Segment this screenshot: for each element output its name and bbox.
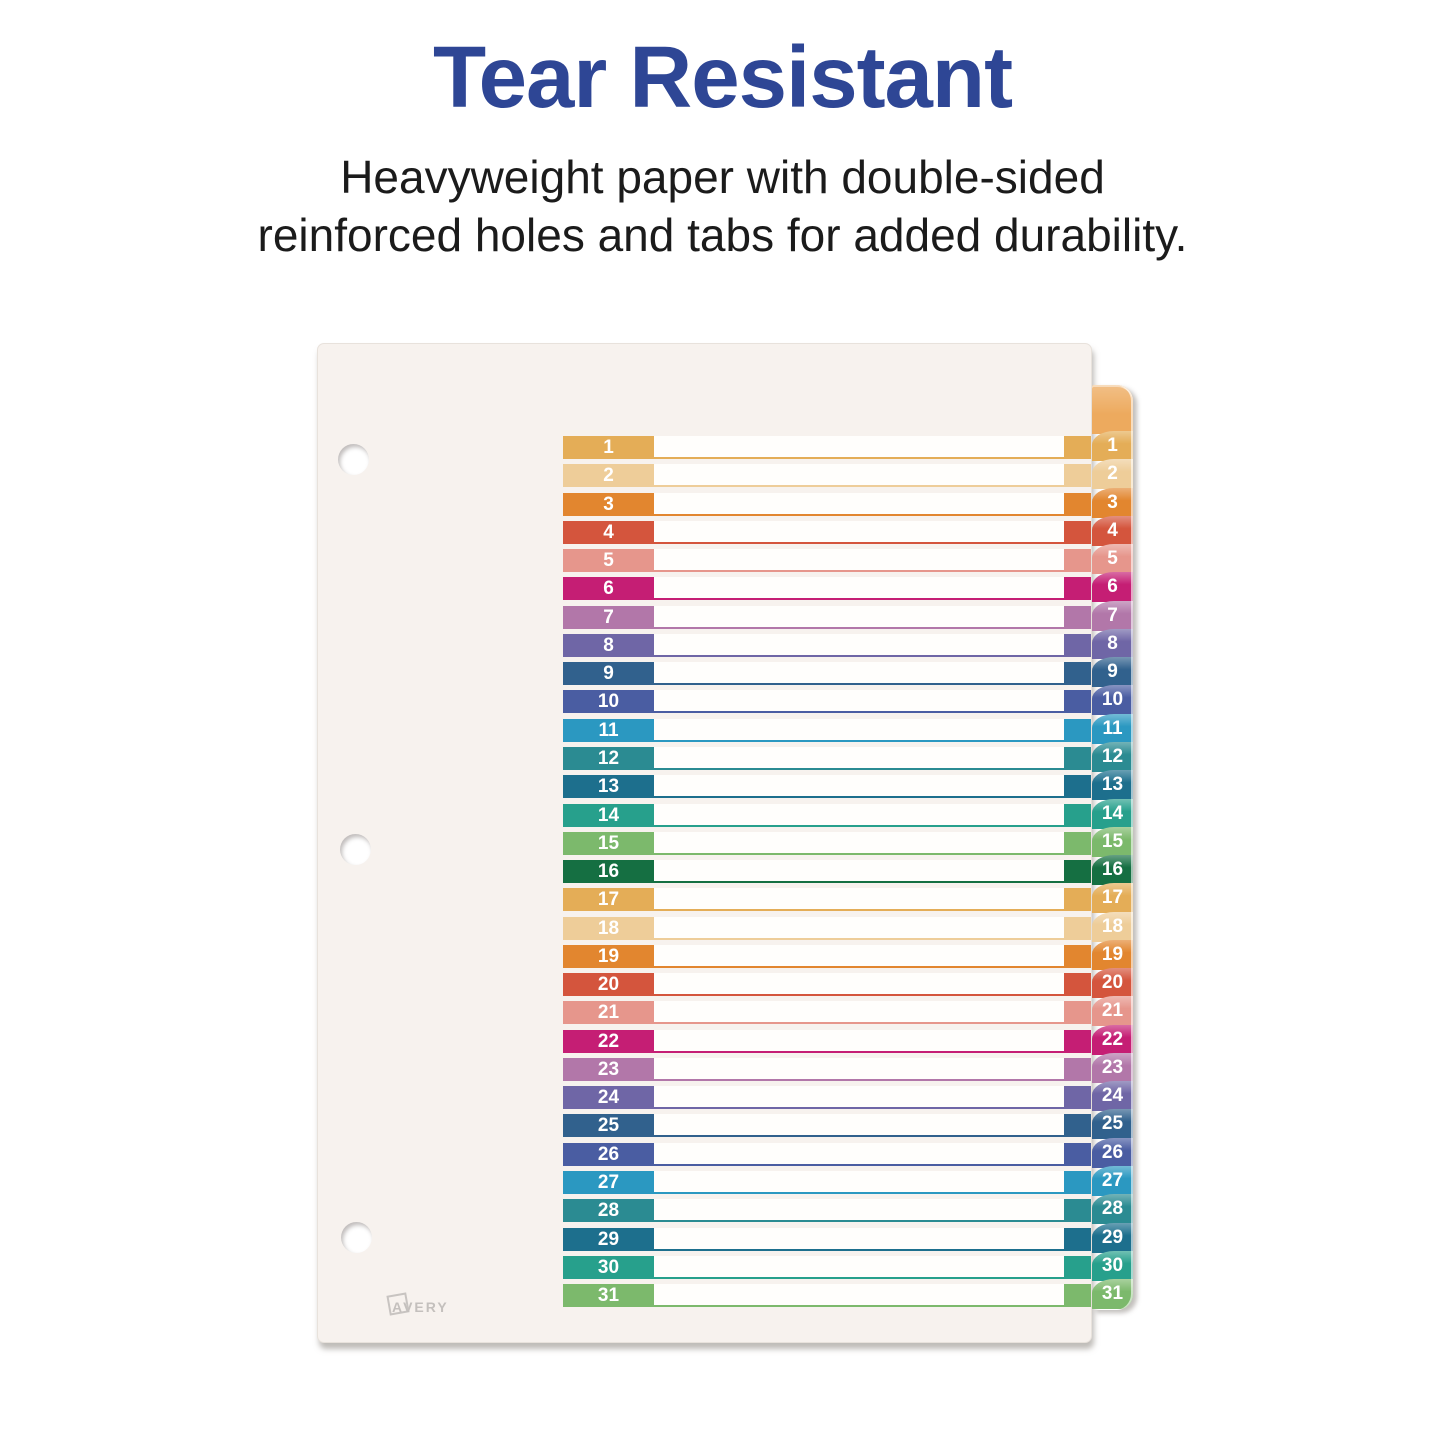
row-writing-line: [654, 662, 1064, 685]
row-end-cell: [1064, 1228, 1092, 1251]
row-number-cell: 18: [563, 917, 654, 940]
avery-logo: [392, 1299, 449, 1315]
index-tab: 5: [1092, 544, 1133, 574]
row-end-cell: [1064, 493, 1092, 516]
divider-sheet: [317, 343, 1092, 1343]
toc-row: [318, 860, 1091, 883]
toc-row: [318, 1001, 1091, 1024]
row-writing-line: [654, 634, 1064, 657]
toc-row: [318, 775, 1091, 798]
row-end-cell: [1064, 436, 1092, 459]
row-number-cell: 24: [563, 1086, 654, 1109]
row-writing-line: [654, 577, 1064, 600]
index-tab: 3: [1092, 488, 1133, 518]
index-tab: 29: [1092, 1223, 1133, 1253]
index-tab: 8: [1092, 629, 1133, 659]
subtitle-line-2: reinforced holes and tabs for added durability.: [257, 209, 1188, 261]
toc-row: [318, 690, 1091, 713]
row-number-cell: 28: [563, 1199, 654, 1222]
row-end-cell: [1064, 917, 1092, 940]
subtitle: [0, 148, 1445, 264]
row-end-cell: [1064, 888, 1092, 911]
index-tab: 11: [1092, 714, 1133, 744]
toc-row: [318, 549, 1091, 572]
toc-row: [318, 662, 1091, 685]
row-end-cell: [1064, 860, 1092, 883]
toc-row: [318, 973, 1091, 996]
row-writing-line: [654, 521, 1064, 544]
row-end-cell: [1064, 1001, 1092, 1024]
index-tab: 12: [1092, 742, 1133, 772]
row-end-cell: [1064, 1114, 1092, 1137]
row-number-cell: 14: [563, 804, 654, 827]
row-writing-line: [654, 1199, 1064, 1222]
row-writing-line: [654, 436, 1064, 459]
index-tab: 16: [1092, 855, 1133, 885]
row-writing-line: [654, 1143, 1064, 1166]
row-end-cell: [1064, 747, 1092, 770]
row-end-cell: [1064, 1284, 1092, 1307]
row-number-cell: 5: [563, 549, 654, 572]
row-writing-line: [654, 832, 1064, 855]
row-number-cell: 20: [563, 973, 654, 996]
index-tab: 15: [1092, 827, 1133, 857]
toc-row: [318, 1171, 1091, 1194]
toc-row: [318, 747, 1091, 770]
subtitle-line-1: Heavyweight paper with double-sided: [340, 151, 1105, 203]
index-tab: 27: [1092, 1166, 1133, 1196]
row-writing-line: [654, 1284, 1064, 1307]
row-number-cell: 8: [563, 634, 654, 657]
row-end-cell: [1064, 577, 1092, 600]
row-end-cell: [1064, 945, 1092, 968]
row-writing-line: [654, 945, 1064, 968]
tab-bank: [1092, 385, 1133, 1310]
avery-logo-text: AVERY: [392, 1299, 449, 1315]
row-writing-line: [654, 606, 1064, 629]
toc-row: [318, 1058, 1091, 1081]
index-tab: 22: [1092, 1025, 1133, 1055]
page-title: Tear Resistant: [432, 29, 1013, 126]
row-writing-line: [654, 493, 1064, 516]
row-writing-line: [654, 1001, 1064, 1024]
row-number-cell: 1: [563, 436, 654, 459]
row-end-cell: [1064, 775, 1092, 798]
toc-row: [318, 832, 1091, 855]
index-tab: 25: [1092, 1109, 1133, 1139]
row-end-cell: [1064, 1030, 1092, 1053]
row-writing-line: [654, 747, 1064, 770]
toc-row: [318, 1256, 1091, 1279]
toc-row: [318, 493, 1091, 516]
row-end-cell: [1064, 549, 1092, 572]
row-number-cell: 7: [563, 606, 654, 629]
index-tab: 9: [1092, 657, 1133, 687]
row-number-cell: 29: [563, 1228, 654, 1251]
row-writing-line: [654, 1086, 1064, 1109]
index-tab: 13: [1092, 770, 1133, 800]
toc-row: [318, 577, 1091, 600]
row-number-cell: 12: [563, 747, 654, 770]
row-writing-line: [654, 973, 1064, 996]
index-tab: 19: [1092, 940, 1133, 970]
row-number-cell: 6: [563, 577, 654, 600]
index-tab: 24: [1092, 1081, 1133, 1111]
index-tab: 17: [1092, 883, 1133, 913]
row-end-cell: [1064, 1058, 1092, 1081]
row-number-cell: 25: [563, 1114, 654, 1137]
row-writing-line: [654, 1171, 1064, 1194]
index-tab: 6: [1092, 572, 1133, 602]
row-writing-line: [654, 1030, 1064, 1053]
index-tab: 14: [1092, 799, 1133, 829]
row-end-cell: [1064, 719, 1092, 742]
row-end-cell: [1064, 662, 1092, 685]
row-end-cell: [1064, 521, 1092, 544]
index-tab: 28: [1092, 1194, 1133, 1224]
row-number-cell: 15: [563, 832, 654, 855]
row-number-cell: 31: [563, 1284, 654, 1307]
index-tab: 2: [1092, 459, 1133, 489]
row-writing-line: [654, 549, 1064, 572]
row-number-cell: 17: [563, 888, 654, 911]
row-number-cell: 11: [563, 719, 654, 742]
row-end-cell: [1064, 634, 1092, 657]
row-end-cell: [1064, 1171, 1092, 1194]
row-end-cell: [1064, 1086, 1092, 1109]
index-tab: 23: [1092, 1053, 1133, 1083]
row-number-cell: 23: [563, 1058, 654, 1081]
row-writing-line: [654, 719, 1064, 742]
row-end-cell: [1064, 973, 1092, 996]
index-tab: 7: [1092, 601, 1133, 631]
toc-row: [318, 1030, 1091, 1053]
index-tab: 26: [1092, 1138, 1133, 1168]
row-number-cell: 16: [563, 860, 654, 883]
index-tab: 21: [1092, 996, 1133, 1026]
toc-row: [318, 945, 1091, 968]
row-number-cell: 9: [563, 662, 654, 685]
tab-bank-top-cap: [1092, 385, 1133, 434]
toc-row: [318, 464, 1091, 487]
toc-row: [318, 1199, 1091, 1222]
toc-row: [318, 606, 1091, 629]
toc-row: [318, 1114, 1091, 1137]
row-end-cell: [1064, 832, 1092, 855]
row-number-cell: 30: [563, 1256, 654, 1279]
index-tab: 31: [1092, 1279, 1133, 1309]
row-writing-line: [654, 775, 1064, 798]
row-writing-line: [654, 690, 1064, 713]
index-tab: 10: [1092, 685, 1133, 715]
toc-row: [318, 719, 1091, 742]
toc-row: [318, 436, 1091, 459]
toc-row: [318, 1086, 1091, 1109]
index-tab: 18: [1092, 912, 1133, 942]
toc-row: [318, 1228, 1091, 1251]
row-writing-line: [654, 917, 1064, 940]
row-number-cell: 27: [563, 1171, 654, 1194]
row-number-cell: 19: [563, 945, 654, 968]
row-end-cell: [1064, 804, 1092, 827]
toc-row: [318, 634, 1091, 657]
toc-row: [318, 521, 1091, 544]
row-writing-line: [654, 804, 1064, 827]
row-end-cell: [1064, 606, 1092, 629]
row-writing-line: [654, 860, 1064, 883]
index-tab: 1: [1092, 431, 1133, 461]
toc-row: [318, 804, 1091, 827]
row-writing-line: [654, 1114, 1064, 1137]
row-end-cell: [1064, 1256, 1092, 1279]
row-number-cell: 22: [563, 1030, 654, 1053]
row-writing-line: [654, 1058, 1064, 1081]
row-end-cell: [1064, 1199, 1092, 1222]
row-number-cell: 3: [563, 493, 654, 516]
row-writing-line: [654, 888, 1064, 911]
row-number-cell: 21: [563, 1001, 654, 1024]
row-writing-line: [654, 464, 1064, 487]
row-number-cell: 4: [563, 521, 654, 544]
row-number-cell: 13: [563, 775, 654, 798]
row-end-cell: [1064, 690, 1092, 713]
row-end-cell: [1064, 1143, 1092, 1166]
index-tab: 20: [1092, 968, 1133, 998]
toc-row: [318, 917, 1091, 940]
row-writing-line: [654, 1256, 1064, 1279]
toc-row: [318, 1143, 1091, 1166]
index-tab: 30: [1092, 1251, 1133, 1281]
row-end-cell: [1064, 464, 1092, 487]
row-number-cell: 2: [563, 464, 654, 487]
row-number-cell: 26: [563, 1143, 654, 1166]
row-writing-line: [654, 1228, 1064, 1251]
toc-row: [318, 888, 1091, 911]
index-tab: 4: [1092, 516, 1133, 546]
row-number-cell: 10: [563, 690, 654, 713]
